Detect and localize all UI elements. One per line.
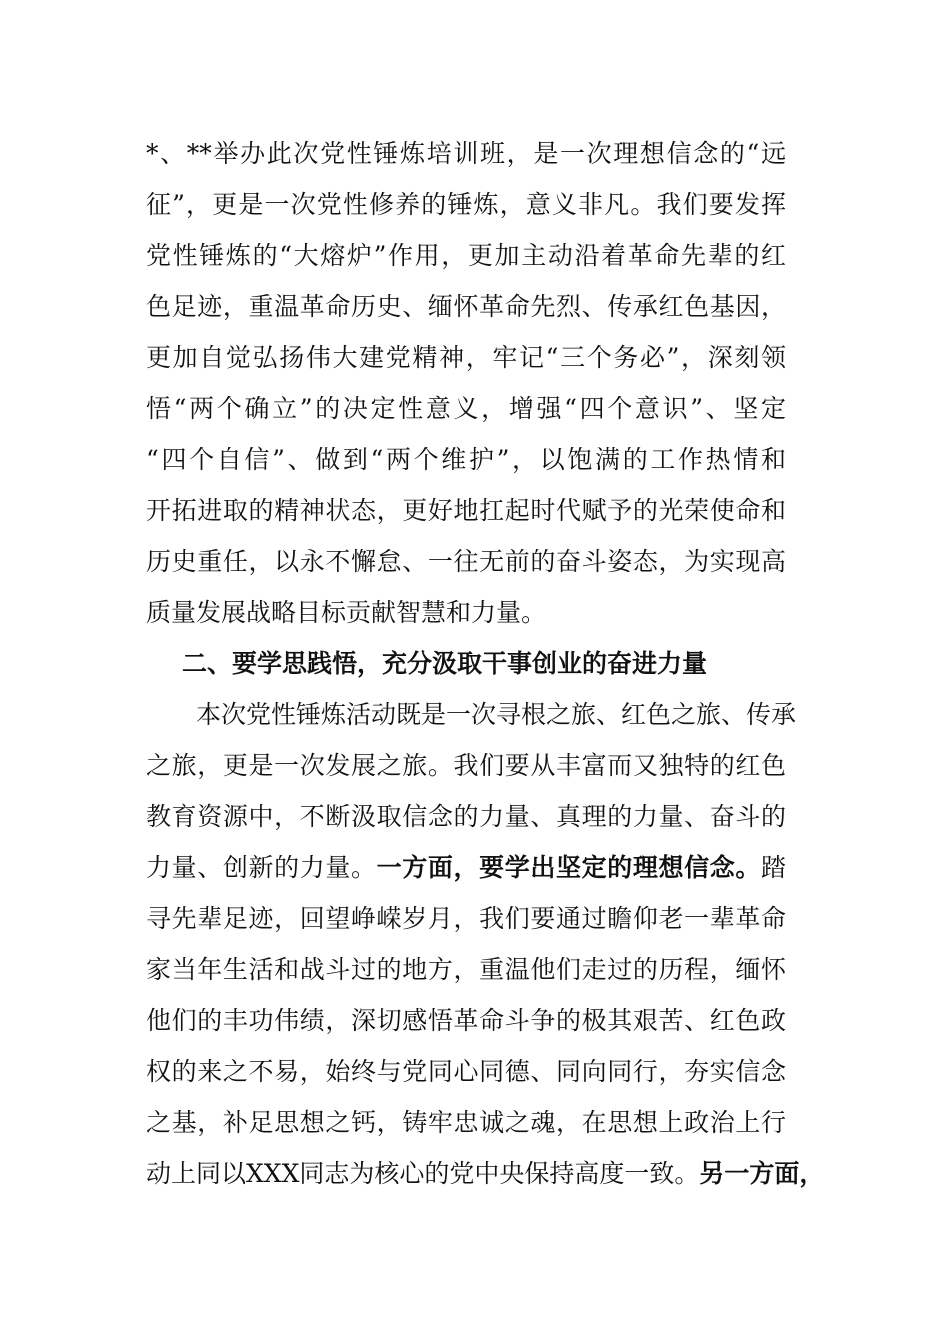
paragraph-line: 本次党性锤炼活动既是一次寻根之旅、红色之旅、传承	[196, 700, 797, 729]
document-body	[146, 128, 826, 1199]
paragraph-line: 家当年生活和战斗过的地方，重温他们走过的历程，缅怀	[146, 955, 786, 984]
line-text: 踏	[760, 853, 786, 882]
paragraph-line: 权的来之不易，始终与党同心同德、同向同行，夯实信念	[146, 1057, 786, 1086]
bold-phrase: 一方面，要学出坚定的理想信念。	[376, 853, 761, 882]
paragraph-line: 党性锤炼的“大熔炉”作用，更加主动沿着革命先辈的红	[146, 241, 786, 270]
paragraph-line: 色足迹，重温革命历史、缅怀革命先烈、传承红色基因，	[146, 292, 786, 321]
paragraph-line: 之旅，更是一次发展之旅。我们要从丰富而又独特的红色	[146, 751, 786, 780]
paragraph-line-mixed	[146, 1148, 825, 1199]
paragraph-line: 他们的丰功伟绩，深切感悟革命斗争的极其艰苦、红色政	[146, 1006, 786, 1035]
paragraph-line: 之基，补足思想之钙，铸牢忠诚之魂，在思想上政治上行	[146, 1108, 786, 1137]
paragraph-line: 寻先辈足迹，回望峥嵘岁月，我们要通过瞻仰老一辈革命	[146, 904, 786, 933]
paragraph-line: “四个自信”、做到“两个维护”，以饱满的工作热情和	[146, 445, 786, 474]
paragraph-line: 教育资源中，不断汲取信念的力量、真理的力量、奋斗的	[146, 802, 786, 831]
paragraph-line: *、**举办此次党性锤炼培训班，是一次理想信念的“远	[146, 139, 786, 168]
paragraph-line-mixed	[146, 842, 786, 893]
bold-phrase: 另一方面，	[699, 1159, 825, 1188]
section-heading: 二、要学思践悟，充分汲取干事创业的奋进力量	[182, 649, 708, 678]
paragraph-line: 悟“两个确立”的决定性意义，增强“四个意识”、坚定	[146, 394, 786, 423]
paragraph-line: 更加自觉弘扬伟大建党精神，牢记“三个务必”，深刻领	[146, 343, 786, 372]
line-text: 力量、创新的力量。	[146, 853, 377, 882]
line-text: 动上同以XXX同志为核心的党中央保持高度一致。	[146, 1159, 700, 1188]
paragraph-line: 质量发展战略目标贡献智慧和力量。	[146, 598, 547, 627]
paragraph-line: 征”，更是一次党性修养的锤炼，意义非凡。我们要发挥	[146, 190, 786, 219]
paragraph-line: 开拓进取的精神状态，更好地扛起时代赋予的光荣使命和	[146, 496, 786, 525]
paragraph-line: 历史重任，以永不懈怠、一往无前的奋斗姿态，为实现高	[146, 547, 786, 576]
